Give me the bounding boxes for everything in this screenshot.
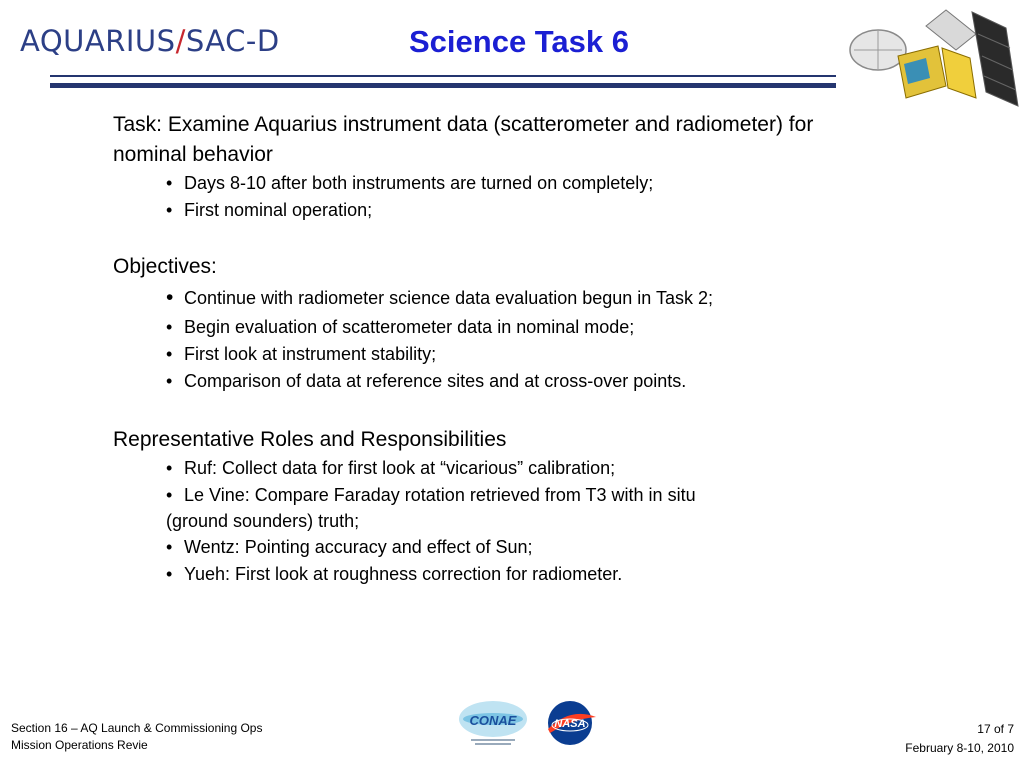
conae-logo-icon xyxy=(457,697,529,749)
page-number: 17 of 7 xyxy=(977,722,1014,736)
objectives-heading: Objectives: xyxy=(113,255,217,278)
header-rule-thin xyxy=(50,75,836,77)
bullet-text: Ruf: Collect data for first look at “vicarious” calibration; xyxy=(184,458,616,478)
task-bullet: • Days 8-10 after both instruments are turned on completely; xyxy=(166,173,654,193)
bullet-text: Wentz: Pointing accuracy and effect of Sun; xyxy=(184,537,533,557)
bullet-text: Begin evaluation of scatterometer data in nominal mode; xyxy=(184,317,635,337)
bullet-text: Comparison of data at reference sites and at cross-over points. xyxy=(184,371,687,391)
objective-bullet: • First look at instrument stability; xyxy=(166,344,437,364)
logo-part-sacd: SAC-D xyxy=(185,24,280,58)
footer-review-line: Mission Operations Revie xyxy=(11,738,148,752)
logo-part-aq: AQ xyxy=(20,24,64,58)
roles-heading: Representative Roles and Responsibilities xyxy=(113,428,507,451)
slide-title: Science Task 6 xyxy=(409,24,630,59)
bullet-text: First nominal operation; xyxy=(184,200,373,220)
bullet-text: Continue with radiometer science data evaluation begun in Task 2; xyxy=(184,288,713,308)
bullet-text: Days 8-10 after both instruments are turned on completely; xyxy=(184,173,654,193)
task-text: Task: Examine Aquarius instrument data (scatterometer and radiometer) for nominal behavior xyxy=(113,113,814,166)
header-rule-thick xyxy=(50,83,836,88)
bullet-text: Le Vine: Compare Faraday rotation retrieved from T3 with in situ xyxy=(184,485,696,505)
bullet-text: Yueh: First look at roughness correction for radiometer. xyxy=(184,564,623,584)
footer-page-info xyxy=(905,720,1014,758)
svg-text:CONAE: CONAE xyxy=(469,713,517,728)
aquarius-sacd-logo xyxy=(20,24,280,58)
footer-section-line: Section 16 – AQ Launch & Commissioning Ops xyxy=(11,721,263,735)
role-bullet: • Ruf: Collect data for first look at “vicarious” calibration; xyxy=(166,458,616,478)
footer-section-info xyxy=(11,720,262,754)
slide-content xyxy=(113,110,873,588)
role-bullet: • Le Vine: Compare Faraday rotation retrieved from T3 with in situ xyxy=(166,485,696,505)
footer-date: February 8-10, 2010 xyxy=(905,741,1014,755)
objective-bullet: • Continue with radiometer science data evaluation begun in Task 2; xyxy=(166,286,713,309)
objective-bullet: • Comparison of data at reference sites and at cross-over points. xyxy=(166,371,687,391)
satellite-icon xyxy=(846,6,1024,114)
objective-bullet: • Begin evaluation of scatterometer data in nominal mode; xyxy=(166,317,635,337)
logo-slash: / xyxy=(175,24,186,58)
bullet-text: First look at instrument stability; xyxy=(184,344,437,364)
svg-text:NASA: NASA xyxy=(554,718,586,730)
role-bullet: • Wentz: Pointing accuracy and effect of Sun; xyxy=(166,537,533,557)
nasa-logo-icon xyxy=(542,699,598,747)
logo-part-uarius: UARIUS xyxy=(63,24,176,58)
role-bullet: • Yueh: First look at roughness correction for radiometer. xyxy=(166,564,623,584)
role-bullet-continuation: (ground sounders) truth; xyxy=(166,511,360,531)
task-bullet: • First nominal operation; xyxy=(166,200,373,220)
